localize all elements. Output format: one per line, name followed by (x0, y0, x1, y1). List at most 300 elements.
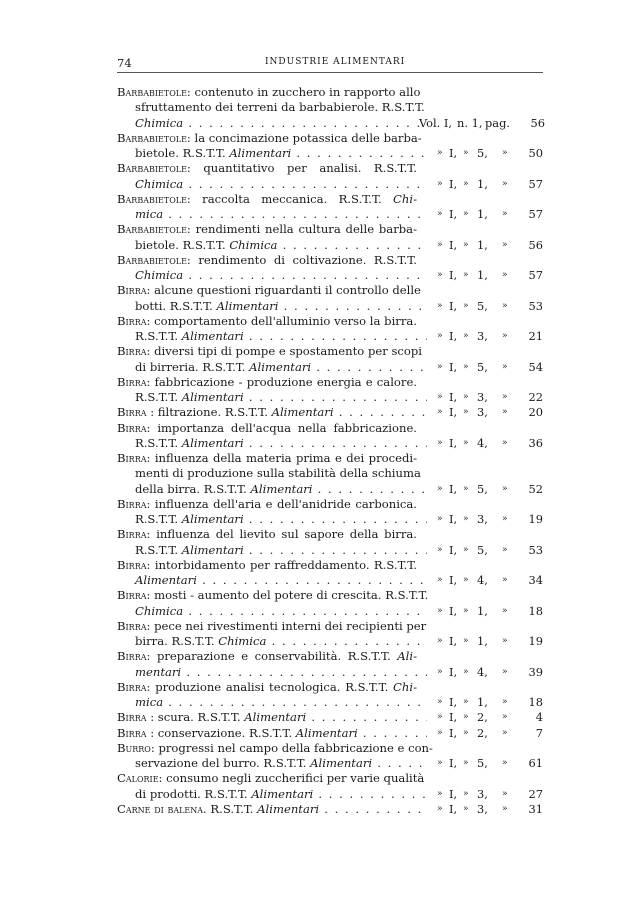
ref-volume: I, (449, 237, 458, 252)
entry-description: R.S.T.T. (135, 542, 182, 557)
ditto-mark: » (437, 407, 443, 418)
entry-heading: Birra: (117, 527, 151, 542)
ref-page: 27 (528, 786, 543, 801)
entry-reference (427, 512, 547, 527)
ref-number: 1, (477, 695, 488, 709)
entry-line (117, 527, 547, 542)
index-entry (117, 802, 547, 817)
ref-page: 4 (535, 710, 543, 725)
ditto-mark: » (463, 407, 469, 418)
entry-text (117, 771, 425, 786)
entry-heading: Barbabietole: (117, 222, 191, 237)
entry-text (117, 130, 422, 146)
ditto-mark: » (502, 575, 508, 585)
entry-text (117, 695, 427, 710)
entry-source: Alimentari (244, 710, 307, 725)
entry-line (117, 207, 547, 222)
entry-source: Chimica (229, 237, 278, 252)
entry-text (117, 680, 417, 695)
ditto-mark: » (437, 803, 443, 814)
entry-text (117, 192, 417, 207)
entry-reference (427, 299, 547, 314)
ditto-mark: » (502, 605, 508, 616)
entry-reference (427, 573, 547, 588)
entry-line (117, 390, 547, 405)
entry-line (117, 360, 547, 375)
ditto-mark: » (437, 575, 443, 585)
index-entry (117, 405, 547, 420)
index-list (117, 85, 547, 817)
index-entry (117, 131, 547, 162)
entry-source: Alimentari (257, 801, 320, 816)
ref-page: 21 (528, 329, 543, 343)
entry-line (117, 482, 547, 497)
ditto-mark: » (502, 483, 508, 494)
index-entry (117, 771, 547, 802)
entry-line (117, 116, 547, 131)
entry-source: Chi- (393, 679, 417, 694)
entry-source: Alimentari (181, 512, 244, 526)
ditto-mark: » (502, 392, 508, 402)
entry-line (117, 665, 547, 680)
ref-number: 3, (477, 390, 488, 404)
ref-page: 61 (528, 756, 543, 770)
entry-line (117, 100, 547, 115)
entry-line (117, 222, 547, 237)
entry-line (117, 604, 547, 619)
entry-text (117, 726, 427, 741)
entry-line (117, 405, 547, 420)
entry-text (117, 740, 433, 756)
entry-reference (427, 756, 547, 771)
ditto-mark: » (463, 666, 469, 677)
entry-reference (427, 405, 547, 420)
entry-text (117, 665, 427, 680)
ditto-mark: » (437, 697, 443, 707)
entry-heading: Barbabietole: (117, 252, 191, 267)
entry-description: rendimenti nella cultura delle barba- (190, 222, 417, 237)
ref-volume: I, (449, 573, 458, 587)
entry-text (117, 344, 423, 359)
entry-line (117, 680, 547, 695)
entry-line (117, 573, 547, 588)
entry-heading: Birra: (117, 679, 151, 694)
entry-line (117, 131, 547, 146)
ref-number: 1, (477, 237, 488, 252)
entry-description: influenza della materia prima e dei procedi- (150, 451, 417, 465)
ref-number: 4, (477, 435, 488, 450)
ref-volume: I, (449, 207, 458, 221)
entry-reference (427, 329, 547, 344)
ditto-mark: » (463, 209, 469, 219)
ditto-mark: » (502, 788, 508, 799)
entry-description: : scura. R.S.T.T. (146, 710, 245, 725)
ditto-mark: » (437, 178, 443, 189)
entry-description: menti di produzione sulla stabilità della schiuma (135, 466, 421, 481)
entry-source: Alimentari (216, 298, 279, 313)
ref-page: 53 (528, 542, 543, 557)
entry-reference (427, 268, 547, 283)
index-entry (117, 588, 547, 619)
entry-description: alcune questioni riguardanti il controllo delle (150, 283, 421, 298)
entry-text (117, 634, 427, 649)
ref-page: 57 (528, 176, 543, 191)
ditto-mark: » (437, 148, 443, 158)
ref-volume: I, (449, 435, 458, 450)
entry-heading: Birra: (117, 451, 151, 465)
index-entry (117, 497, 547, 528)
entry-description: servazione del burro. R.S.T.T. (135, 756, 311, 770)
ref-volume: I, (449, 725, 458, 740)
ref-page: 18 (528, 603, 543, 618)
entry-description: di birreria. R.S.T.T. (135, 359, 250, 374)
entry-line (117, 802, 547, 817)
index-entry (117, 222, 547, 253)
entry-text (117, 390, 427, 405)
entry-line (117, 512, 547, 527)
entry-text (117, 802, 427, 817)
entry-description: : filtrazione. R.S.T.T. (146, 405, 272, 420)
entry-source: Alimentari (310, 756, 373, 770)
running-header (117, 56, 543, 72)
ref-number: 3, (477, 801, 488, 816)
ref-page: 18 (528, 695, 543, 709)
ref-number: 5, (477, 481, 488, 496)
entry-description: R.S.T.T. (135, 390, 182, 404)
index-entry (117, 192, 547, 223)
entry-text (117, 558, 417, 573)
index-entry (117, 85, 547, 131)
ref-volume: I, (449, 695, 458, 709)
entry-text (117, 405, 427, 420)
ditto-mark: » (463, 437, 469, 448)
entry-heading: Birra: (117, 557, 151, 572)
ref-page: 20 (528, 405, 543, 420)
entry-text (117, 222, 417, 237)
index-entry (117, 161, 547, 192)
entry-description: pece nei rivestimenti interni dei recipienti per (150, 618, 427, 633)
running-title: INDUSTRIE ALIMENTARI (265, 57, 406, 67)
entry-description: importanza dell'acqua nella fabbricazione. (150, 420, 417, 435)
ref-volume: I, (449, 756, 458, 770)
entry-reference (427, 695, 547, 710)
ditto-mark: » (437, 666, 443, 677)
entry-line (117, 787, 547, 802)
entry-source: mentari (135, 664, 182, 679)
entry-heading: Birra (117, 725, 147, 740)
ref-volume: I, (449, 329, 458, 343)
entry-text (117, 649, 417, 664)
entry-heading: Birra: (117, 420, 151, 435)
ditto-mark: » (437, 300, 443, 311)
entry-text (117, 421, 417, 436)
entry-text (117, 177, 427, 192)
entry-source: Alimentari (249, 359, 312, 374)
ref-number: 1, (477, 268, 488, 282)
entry-source: Alimentari (181, 435, 244, 450)
ditto-mark: » (437, 758, 443, 768)
entry-heading: Carne di balena. (117, 801, 207, 816)
ditto-mark: » (502, 758, 508, 768)
ref-number: 3, (477, 512, 488, 526)
entry-text (117, 618, 427, 634)
entry-description: la concimazione potassica delle barba- (190, 130, 422, 145)
ref-page: 19 (528, 512, 543, 526)
entry-reference (427, 543, 547, 558)
ditto-mark: » (463, 788, 469, 799)
ditto-mark: » (463, 727, 469, 738)
ref-number: 1, (477, 634, 488, 648)
entry-text (117, 527, 417, 542)
ref-page: 36 (528, 435, 543, 450)
ditto-mark: » (463, 483, 469, 494)
ref-page: 54 (528, 359, 543, 374)
entry-text (117, 787, 427, 802)
ref-page: 57 (528, 268, 543, 282)
entry-text (117, 588, 429, 603)
entry-line (117, 344, 547, 359)
entry-reference (419, 116, 549, 131)
entry-text (117, 85, 421, 100)
ditto-mark: » (502, 209, 508, 219)
ditto-mark: » (437, 331, 443, 341)
ditto-mark: » (502, 514, 508, 524)
entry-text (117, 207, 427, 222)
entry-description: : conservazione. R.S.T.T. (146, 725, 296, 740)
entry-text (117, 451, 417, 466)
ditto-mark: » (463, 148, 469, 158)
ref-number: 3, (477, 329, 488, 343)
entry-line (117, 497, 547, 512)
index-entry (117, 421, 547, 452)
index-entry (117, 283, 547, 314)
ref-volume: I, (449, 298, 458, 313)
ref-volume: I, (449, 512, 458, 526)
entry-text (117, 375, 417, 390)
entry-description: botti. R.S.T.T. (135, 298, 217, 313)
ditto-mark: » (463, 392, 469, 402)
entry-source: Chimica (135, 176, 184, 191)
entry-heading: Birra: (117, 496, 151, 511)
ditto-mark: » (463, 803, 469, 814)
ditto-mark: » (463, 697, 469, 707)
entry-line (117, 771, 547, 786)
ref-number: 4, (477, 664, 488, 679)
ditto-mark: » (502, 407, 508, 418)
entry-reference (427, 787, 547, 802)
entry-line (117, 588, 547, 603)
entry-description: R.S.T.T. (206, 801, 258, 816)
entry-line (117, 177, 547, 192)
entry-reference (427, 482, 547, 497)
ditto-mark: » (437, 514, 443, 524)
ditto-mark: » (502, 239, 508, 250)
entry-line (117, 466, 547, 481)
entry-text (117, 512, 427, 527)
ref-volume: I, (449, 542, 458, 557)
ref-page: 57 (528, 207, 543, 221)
entry-description: di prodotti. R.S.T.T. (135, 786, 252, 801)
ditto-mark: » (502, 437, 508, 448)
ref-volume: I, (449, 710, 458, 725)
entry-text (117, 466, 421, 481)
ref-volume: I, (449, 176, 458, 191)
entry-reference (427, 710, 547, 725)
ditto-mark: » (463, 636, 469, 646)
entry-description: R.S.T.T. (135, 512, 182, 526)
ref-volume: I, (449, 603, 458, 618)
ditto-mark: » (463, 514, 469, 524)
entry-line (117, 695, 547, 710)
ref-page: 31 (528, 801, 543, 816)
ditto-mark: » (437, 239, 443, 250)
ditto-mark: » (437, 727, 443, 738)
entry-line (117, 619, 547, 634)
ditto-mark: » (502, 361, 508, 372)
ref-page: 19 (528, 634, 543, 648)
ditto-mark: » (502, 727, 508, 738)
entry-source: Ali- (397, 649, 417, 664)
entry-source: Alimentari (251, 786, 314, 801)
index-entry (117, 741, 547, 772)
entry-line (117, 329, 547, 344)
ditto-mark: » (437, 605, 443, 616)
entry-heading: Birra: (117, 618, 151, 633)
ditto-mark: » (437, 544, 443, 555)
entry-source: Alimentari (181, 329, 244, 343)
entry-text (117, 329, 427, 344)
ref-number-label: n. 1, (457, 115, 483, 130)
entry-reference (427, 390, 547, 405)
ref-volume: I, (449, 359, 458, 374)
entry-source: Alimentari (229, 146, 292, 160)
entry-heading: Birra (117, 710, 147, 725)
ref-number: 3, (477, 405, 488, 420)
entry-heading: Calorie: (117, 771, 163, 786)
entry-description: contenuto in zucchero in rapporto allo (190, 85, 421, 99)
entry-source: Alimentari (271, 405, 334, 420)
entry-heading: Birra (117, 405, 147, 420)
entry-line (117, 161, 547, 176)
index-entry (117, 710, 547, 725)
entry-text (117, 116, 427, 131)
entry-text (117, 283, 421, 298)
entry-line (117, 710, 547, 725)
entry-source: mica (135, 695, 164, 709)
ref-number: 5, (477, 756, 488, 770)
entry-description: produzione analisi tecnologica. R.S.T.T. (150, 679, 394, 694)
ditto-mark: » (463, 239, 469, 250)
ref-number: 5, (477, 359, 488, 374)
entry-description: progressi nel campo della fabbricazione e con- (154, 740, 433, 755)
ditto-mark: » (463, 300, 469, 311)
index-entry (117, 314, 547, 345)
entry-text (117, 604, 427, 619)
ref-volume: I, (449, 268, 458, 282)
index-entry (117, 451, 547, 497)
entry-heading: Birra: (117, 344, 151, 359)
entry-line (117, 543, 547, 558)
ditto-mark: » (437, 788, 443, 799)
entry-reference (427, 360, 547, 375)
ref-page: 22 (528, 390, 543, 404)
ditto-mark: » (502, 803, 508, 814)
index-entry (117, 680, 547, 711)
ref-number: 2, (477, 725, 488, 740)
entry-heading: Burro: (117, 740, 155, 755)
entry-line (117, 314, 547, 329)
ditto-mark: » (437, 712, 443, 723)
ref-number: 1, (477, 207, 488, 221)
ditto-mark: » (463, 575, 469, 585)
entry-description: sfruttamento dei terreni da barbabierole. R.S.T.T. (135, 100, 425, 115)
entry-line (117, 421, 547, 436)
entry-line (117, 436, 547, 451)
entry-line (117, 192, 547, 207)
entry-description: bietole. R.S.T.T. (135, 237, 230, 252)
ref-page: 7 (535, 725, 543, 740)
ref-number: 5, (477, 298, 488, 313)
entry-reference (427, 238, 547, 253)
ditto-mark: » (437, 392, 443, 402)
entry-line (117, 558, 547, 573)
entry-reference (427, 802, 547, 817)
entry-text (117, 710, 427, 725)
entry-description: influenza dell'aria e dell'anidride carbonica. (150, 496, 417, 511)
ditto-mark: » (463, 605, 469, 616)
entry-reference (427, 177, 547, 192)
entry-text (117, 543, 427, 558)
entry-text (117, 299, 427, 314)
ditto-mark: » (502, 666, 508, 677)
ref-number: 2, (477, 710, 488, 725)
entry-reference (427, 726, 547, 741)
ref-volume: I, (449, 786, 458, 801)
entry-description: preparazione e conservabilità. R.S.T.T. (150, 649, 398, 664)
entry-text (117, 238, 427, 253)
index-entry (117, 375, 547, 406)
entry-line (117, 634, 547, 649)
entry-source: Alimentari (181, 542, 244, 557)
ref-number: 4, (477, 573, 488, 587)
entry-text (117, 360, 427, 375)
ref-volume: I, (449, 390, 458, 404)
entry-heading: Barbabietole: (117, 191, 191, 206)
entry-reference (427, 665, 547, 680)
ref-volume-label: Vol. I, (419, 115, 453, 130)
entry-description: consumo negli zuccherifici per varie qualità (162, 771, 425, 786)
index-entry (117, 527, 547, 558)
ditto-mark: » (502, 331, 508, 341)
ditto-mark: » (437, 270, 443, 280)
ref-page: 56 (530, 115, 545, 130)
entry-text (117, 482, 427, 497)
entry-reference (427, 436, 547, 451)
index-entry (117, 253, 547, 284)
ditto-mark: » (502, 544, 508, 555)
ditto-mark: » (502, 148, 508, 158)
entry-source: Chimica (218, 634, 267, 648)
entry-reference (427, 207, 547, 222)
ref-number: 3, (477, 786, 488, 801)
entry-reference (427, 634, 547, 649)
ditto-mark: » (463, 178, 469, 189)
entry-heading: Birra: (117, 588, 151, 603)
entry-line (117, 238, 547, 253)
entry-text (117, 146, 427, 161)
entry-source: Chimica (135, 115, 184, 130)
entry-line (117, 253, 547, 268)
